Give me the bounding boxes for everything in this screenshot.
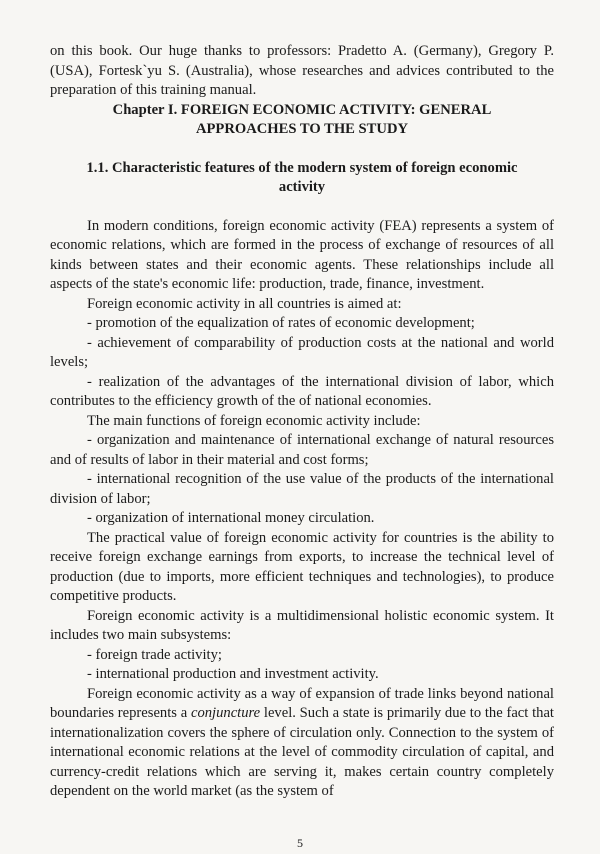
italic-term: conjuncture — [190, 705, 261, 721]
paragraph — [50, 685, 554, 802]
list-item: - organization of international money circulation. — [87, 510, 375, 526]
list-item: - foreign trade activity; — [87, 646, 222, 663]
list-item: - international recognition of the use value of the products of the international division of labor; — [50, 471, 554, 507]
intro-paragraph: on this book. Our huge thanks to professors: Pradetto A. (Germany), Gregory P. (USA), Fortesk`yu S. (Australia), whose researches and advices contributed to the preparation of this training manual. — [50, 43, 554, 98]
paragraph: The practical value of foreign economic activity for countries is the ability to receive foreign exchange earnings from exports, to increase the technical level of production (due to imports, more efficient techniques and technologies), to produce competitive products. — [50, 529, 554, 604]
page-body — [50, 42, 554, 802]
list-item: - organization and maintenance of international exchange of natural resources and of results of labor in their material and cost forms; — [50, 432, 554, 468]
paragraph-text: level. Such a state is primarily due to the fact that internationalization covers the sphere of circulation only. Connection to the system of international economic relations at the level of commodity circulation of capital, and currency-credit relations which are serving it, makes certain country completely dependent on the world market (as the system of — [50, 705, 554, 799]
list-item: - achievement of comparability of production costs at the national and world levels; — [50, 334, 554, 370]
paragraph: In modern conditions, foreign economic activity (FEA) represents a system of economic relations, which are formed in the process of exchange of resources of all kinds between states and their economic agents. These relationships include all aspects of the state's economic life: production, trade, finance, investment. — [50, 217, 554, 292]
list-item: - realization of the advantages of the international division of labor, which contributes to the efficiency growth of the of national economies. — [50, 373, 554, 409]
paragraph-text: Foreign economic activity as a way of expansion of trade links beyond national boundaries represents a — [50, 685, 554, 721]
chapter-title: Chapter I. FOREIGN ECONOMIC ACTIVITY: GENERAL APPROACHES TO THE STUDY — [112, 101, 492, 137]
paragraph: The main functions of foreign economic activity include: — [87, 412, 421, 429]
page-number: 5 — [297, 836, 303, 850]
paragraph: Foreign economic activity is a multidimensional holistic economic system. It includes two main subsystems: — [50, 607, 554, 643]
paragraph: Foreign economic activity in all countries is aimed at: — [87, 295, 402, 312]
list-item: - promotion of the equalization of rates of economic development; — [87, 315, 475, 331]
list-item: - international production and investment activity. — [87, 666, 379, 682]
section-title: 1.1. Characteristic features of the modern system of foreign economic activity — [86, 159, 518, 195]
